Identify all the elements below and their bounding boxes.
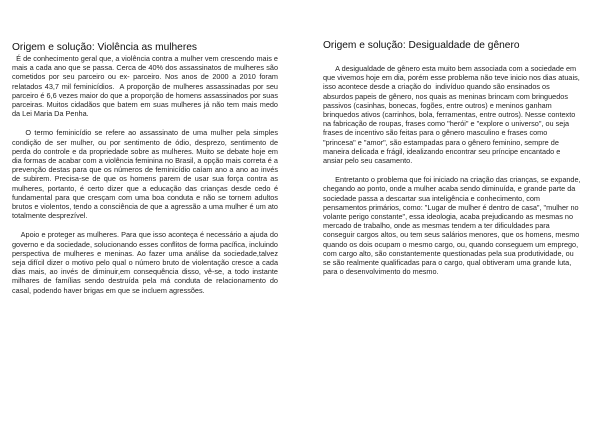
right-page (300, 0, 600, 424)
left-paragraph-2: O termo feminicídio se refere ao assassinato de uma mulher pela simples condição de ser mulher, ou por sentimento de ódio, desprezo, sentimento de perda do controle e da propriedade sobre as mulheres. Muito se debate hoje em dia formas de acabar com a violência feminina no Brasil, a opção mais correta é a prevenção destas para que os números de feminicídio caíam ano a ano ao invés de subirem. Precisa-se de que os homens parem de usar sua força contra as mulheres, portanto, é certo dizer que a educação das crianças desde cedo é fundamental para que cresçam com uma boa conduta e não se tornem adultos brutos e violentos, tendo a consciência de que a agressão a uma mulher é um ato totalmente desprezível. (12, 128, 281, 221)
left-paragraph-3: Apoio e proteger as mulheres. Para que isso aconteça é necessário a ajuda do governo e da sociedade, solucionando esses conflitos de forma pacífica, incluindo perspectiva de mulheres e meninas. Ao fazer uma análise da sociedade,talvez seja difícil dizer o motivo pelo qual o número bruto de violentação cresce a cada dias mais, ao invés de diminuir,em consequência disso, vê-se, a todo instante milhares de famílias sendo destruída pela má conduta de relacionamento do casal, podendo haver brigas em que se incluem agressões. (12, 230, 281, 295)
left-paragraph-1: É de conhecimento geral que, a violência contra a mulher vem crescendo mais e mais a cada ano que se passa. Cerca de 40% dos assassinatos de mulheres são cometidos por seu parceiro ou ex- parceiro. Nos anos de 2000 a 2010 foram relatados 43,7 mil feminicídios. A proporção de mulheres assassinadas por seu parceiro é 6,6 vezes maior do que a proporção de homens assassinados por suas parceiras. Muitos cidadãos que batem em suas mulheres já não tem mais medo da Lei Maria Da Penha. (12, 54, 281, 119)
right-paragraph-2: Entretanto o problema que foi iniciado na criação das crianças, se expande, chegando ao ponto, onde a mulher acaba sendo diminuída, e grande parte da sociedade passa a descartar sua inteligência e conhecimento, com pensamentos primários, como: "Lugar de mulher é dentro de casa", "mulher no volante perigo constante", essa ideologia, acaba prejudicando as mesmas no mercado de trabalho, onde as mesmas tendem a ter dificuldades para conseguir cargos altos, ou tem seus salários menores, que os homens, mesmo quando os dois ocupam o mesmo cargo, ou, quando conseguem um emprego, com cargo alto, são constantemente questionadas pela sua produtividade, ou se são realmente qualificadas para o cargo, qual obtiveram uma grande luta, para o desenvolvimento do mesmo. (323, 175, 583, 277)
right-paragraph-1: A desigualdade de gênero esta muito bem associada com a sociedade em que vivemos hoje em dia, porém esse problema não teve inicio nos dias atuais, isso acontece desde a criação do indivíduo quando são ensinados os absurdos papeis de gênero, nos quais as meninas brincam com bringuedos passivos (casinhas, bonecas, fogões, entre outros) e meninos ganham brinquedos ativos (carrinhos, bola, ferramentas, entre outros). Nesse contexto na fabricação de roupas, frases como "herói" e "explore o universo", ou seja frases de incentivo são feitas para o gênero masculino e frases como "princesa" e "amor", são estampadas para o gênero feminino, sempre de maneira delicada e frágil, idealizando encontrar seu príncipe encantado e ansiar pelo seu casamento. (323, 64, 582, 166)
left-page-title: Origem e solução: Violência as mulheres (12, 42, 197, 53)
right-column (323, 40, 581, 276)
left-column (12, 42, 281, 295)
right-page-title: Origem e solução: Desigualdade de gênero (323, 40, 520, 51)
